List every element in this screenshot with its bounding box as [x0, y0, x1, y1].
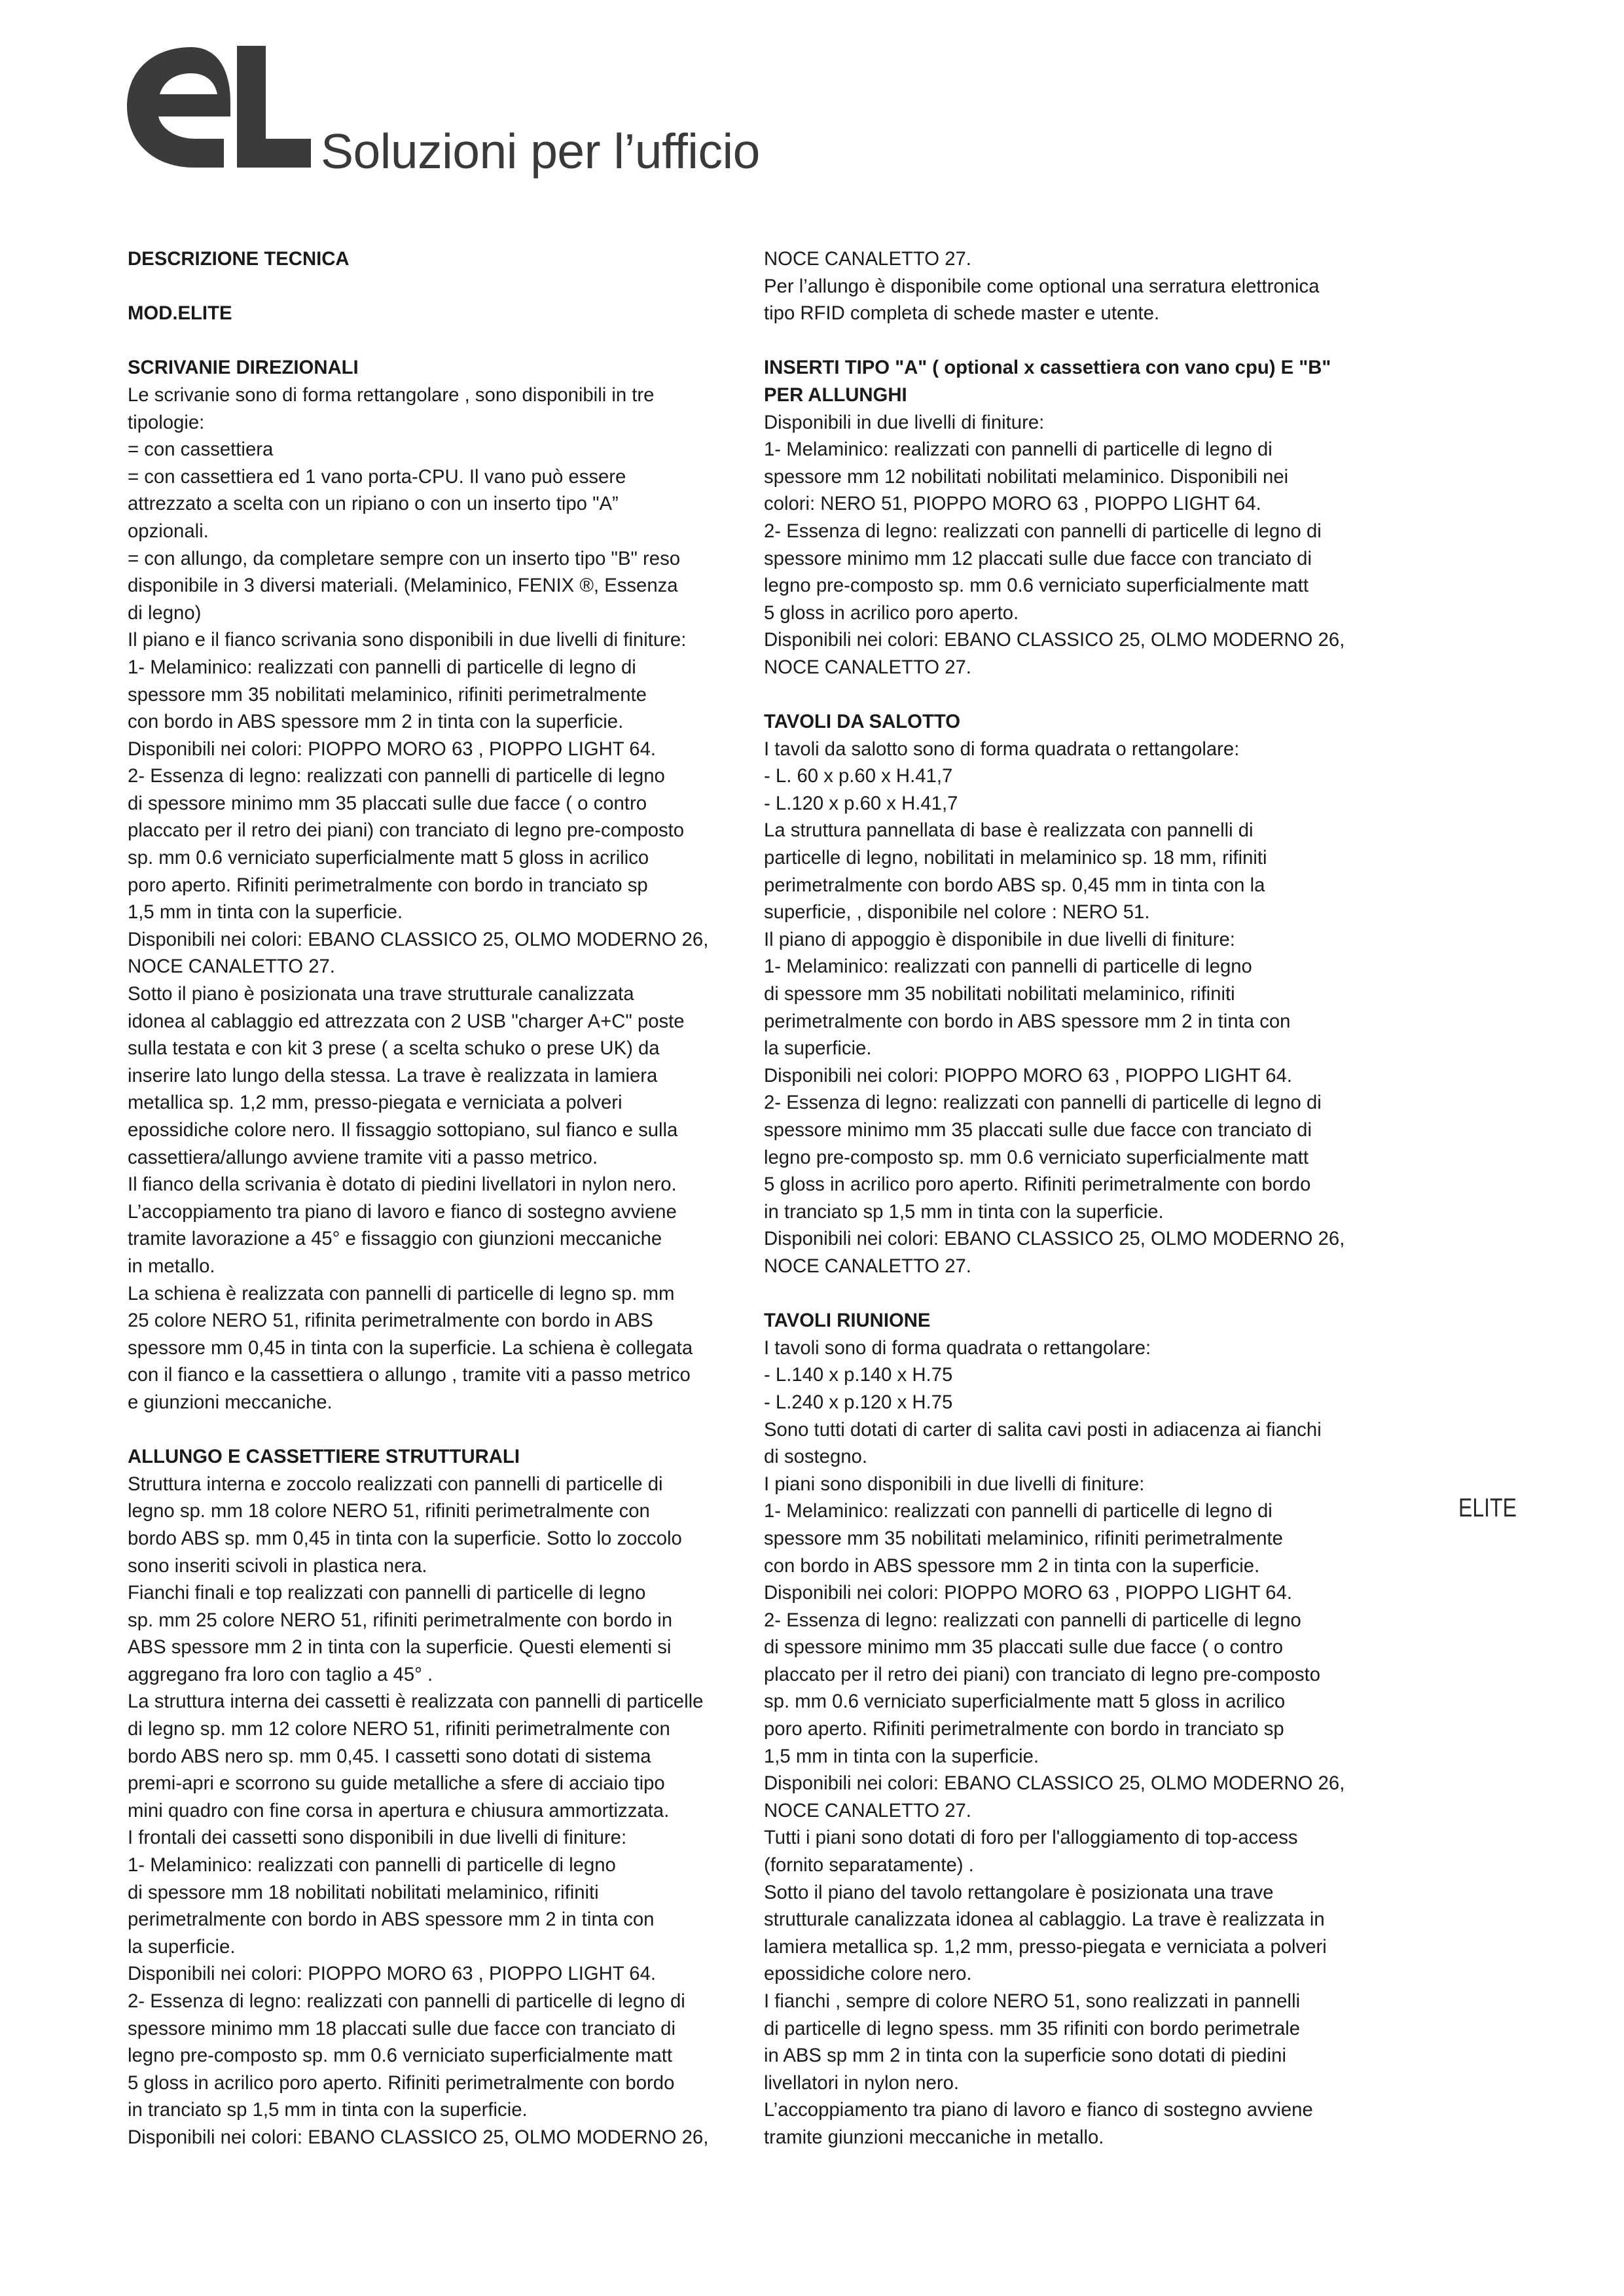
spacer [128, 327, 736, 355]
text-line: = con cassettiera ed 1 vano porta-CPU. Il vano può essere [128, 465, 626, 488]
spacer [128, 1416, 736, 1444]
text-line: spessore mm 12 nobilitati nobilitati melaminico. Disponibili nei [764, 465, 1289, 488]
text-line: in metallo. [128, 1255, 215, 1277]
text-line: legno pre-composto sp. mm 0.6 verniciato superficialmente matt [764, 575, 1309, 597]
text-line: = con cassettiera [128, 439, 274, 461]
text-line: 1,5 mm in tinta con la superficie. [764, 1745, 1039, 1767]
text-line: NOCE CANALETTO 27. [128, 956, 335, 978]
text-line: La struttura interna dei cassetti è realizzata con pannelli di particelle [128, 1691, 704, 1713]
text-line: I fianchi , sempre di colore NERO 51, sono realizzati in pannelli [764, 1990, 1301, 2012]
text-line: di spessore minimo mm 35 placcati sulle due facce ( o contro [128, 792, 647, 814]
spacer [764, 1280, 1373, 1308]
text-line: aggregano fra loro con taglio a 45° . [128, 1663, 433, 1685]
text-line: Disponibili nei colori: EBANO CLASSICO 25, OLMO MODERNO 26, [764, 1228, 1345, 1250]
text-line: con bordo in ABS spessore mm 2 in tinta con la superficie. [764, 1554, 1260, 1577]
text-line: la superficie. [764, 1037, 872, 1060]
text-block [128, 382, 736, 1416]
text-line: I tavoli sono di forma quadrata o rettangolare: [764, 1336, 1151, 1359]
text-line: Tutti i piani sono dotati di foro per l'alloggiamento di top-access [764, 1827, 1298, 1849]
text-line: di sostegno. [764, 1446, 867, 1468]
text-line: Disponibili in due livelli di finiture: [764, 411, 1045, 433]
section-heading: SCRIVANIE DIREZIONALI [128, 357, 359, 379]
text-line: sp. mm 0.6 verniciato superficialmente matt 5 gloss in acrilico [128, 847, 649, 869]
text-line: NOCE CANALETTO 27. [764, 248, 971, 270]
text-line: tipo RFID completa di schede master e utente. [764, 302, 1160, 325]
text-line: Il piano di appoggio è disponibile in due livelli di finiture: [764, 928, 1235, 950]
text-line: disponibile in 3 diversi materiali. (Melaminico, FENIX ®, Essenza [128, 575, 678, 597]
text-line: Disponibili nei colori: PIOPPO MORO 63 , PIOPPO LIGHT 64. [128, 1963, 657, 1985]
text-line: di spessore mm 18 nobilitati nobilitati melaminico, rifiniti [128, 1881, 599, 1903]
text-line: NOCE CANALETTO 27. [764, 1255, 971, 1277]
text-line: bordo ABS nero sp. mm 0,45. I cassetti sono dotati di sistema [128, 1745, 651, 1767]
text-line: Disponibili nei colori: PIOPPO MORO 63 , PIOPPO LIGHT 64. [764, 1064, 1293, 1086]
text-line: tramite giunzioni meccaniche in metallo. [764, 2126, 1104, 2148]
spacer [128, 273, 736, 300]
text-line: poro aperto. Rifiniti perimetralmente con bordo in tranciato sp [128, 874, 648, 896]
text-line: I tavoli da salotto sono di forma quadrata o rettangolare: [764, 738, 1240, 760]
text-line: 1- Melaminico: realizzati con pannelli di particelle di legno di [764, 439, 1272, 461]
text-line: Il piano e il fianco scrivania sono disponibili in due livelli di finiture: [128, 629, 687, 651]
text-line: strutturale canalizzata idonea al cablaggio. La trave è realizzata in [764, 1909, 1325, 1931]
text-line: premi-apri e scorrono su guide metalliche a sfere di acciaio tipo [128, 1772, 665, 1795]
text-line: NOCE CANALETTO 27. [764, 1799, 971, 1821]
text-line: opzionali. [128, 520, 209, 542]
text-line: di spessore minimo mm 35 placcati sulle due facce ( o contro [764, 1636, 1283, 1659]
text-line: perimetralmente con bordo ABS sp. 0,45 mm in tinta con la [764, 874, 1265, 896]
text-line: livellatori in nylon nero. [764, 2072, 960, 2094]
text-line: poro aperto. Rifiniti perimetralmente con bordo in tranciato sp [764, 1718, 1284, 1740]
text-line: Il fianco della scrivania è dotato di piedini livellatori in nylon nero. [128, 1174, 677, 1196]
text-line: Sotto il piano è posizionata una trave strutturale canalizzata [128, 983, 634, 1005]
text-line: Disponibili nei colori: EBANO CLASSICO 25, OLMO MODERNO 26, [764, 1772, 1345, 1795]
text-line: sono inseriti scivoli in plastica nera. [128, 1554, 427, 1577]
text-line: 2- Essenza di legno: realizzati con pannelli di particelle di legno [764, 1609, 1301, 1631]
text-line: Disponibili nei colori: EBANO CLASSICO 25, OLMO MODERNO 26, [128, 928, 709, 950]
text-line: legno pre-composto sp. mm 0.6 verniciato superficialmente matt [128, 2045, 673, 2067]
text-line: idonea al cablaggio ed attrezzata con 2 USB "charger A+C" poste [128, 1010, 685, 1032]
text-line: La schiena è realizzata con pannelli di particelle di legno sp. mm [128, 1282, 675, 1304]
section-heading: TAVOLI RIUNIONE [764, 1310, 931, 1332]
text-line: - L.140 x p.140 x H.75 [764, 1364, 953, 1386]
text-line: sulla testata e con kit 3 prese ( a scelta schuko o prese UK) da [128, 1037, 660, 1060]
text-line: in tranciato sp 1,5 mm in tinta con la superficie. [764, 1200, 1164, 1223]
text-line: di spessore mm 35 nobilitati nobilitati melaminico, rifiniti [764, 983, 1235, 1005]
text-line: perimetralmente con bordo in ABS spessore mm 2 in tinta con [128, 1909, 655, 1931]
text-line: L’accoppiamento tra piano di lavoro e fianco di sostegno avviene [128, 1200, 677, 1223]
text-line: 2- Essenza di legno: realizzati con pannelli di particelle di legno [128, 765, 665, 787]
text-line: placcato per il retro dei piani) con tranciato di legno pre-composto [764, 1663, 1321, 1685]
text-line: 1,5 mm in tinta con la superficie. [128, 901, 403, 924]
text-line: Disponibili nei colori: EBANO CLASSICO 25, OLMO MODERNO 26, [764, 629, 1345, 651]
text-line: inserire lato lungo della stessa. La trave è realizzata in lamiera [128, 1064, 658, 1086]
text-line: 2- Essenza di legno: realizzati con pannelli di particelle di legno di [764, 1092, 1322, 1114]
text-line: Disponibili nei colori: EBANO CLASSICO 25, OLMO MODERNO 26, [128, 2126, 709, 2148]
text-line: Fianchi finali e top realizzati con pannelli di particelle di legno [128, 1582, 646, 1604]
right-column [764, 245, 1373, 2151]
section-heading: DESCRIZIONE TECNICA [128, 248, 350, 270]
text-line: spessore minimo mm 35 placcati sulle due facce con tranciato di [764, 1119, 1312, 1141]
text-line: colori: NERO 51, PIOPPO MORO 63 , PIOPPO LIGHT 64. [764, 493, 1261, 515]
text-line: legno sp. mm 18 colore NERO 51, rifiniti perimetralmente con [128, 1500, 650, 1522]
text-line: spessore minimo mm 12 placcati sulle due facce con tranciato di [764, 547, 1312, 569]
text-line: mini quadro con fine corsa in apertura e chiusura ammortizzata. [128, 1799, 670, 1821]
text-line: - L. 60 x p.60 x H.41,7 [764, 765, 953, 787]
text-line: Struttura interna e zoccolo realizzati con pannelli di particelle di [128, 1473, 663, 1495]
text-line: sp. mm 25 colore NERO 51, rifiniti perimetralmente con bordo in [128, 1609, 673, 1631]
text-line: e giunzioni meccaniche. [128, 1391, 333, 1413]
side-label: ELITE [1458, 1494, 1517, 1522]
spacer [764, 327, 1373, 355]
text-line: spessore mm 35 nobilitati melaminico, rifiniti perimetralmente [764, 1527, 1283, 1549]
text-line: 1- Melaminico: realizzati con pannelli di particelle di legno di [764, 1500, 1272, 1522]
text-line: ABS spessore mm 2 in tinta con la superficie. Questi elementi si [128, 1636, 672, 1659]
text-line: tipologie: [128, 411, 205, 433]
text-line: 2- Essenza di legno: realizzati con pannelli di particelle di legno di [764, 520, 1322, 542]
text-line: I frontali dei cassetti sono disponibili in due livelli di finiture: [128, 1827, 627, 1849]
text-line: I piani sono disponibili in due livelli di finiture: [764, 1473, 1145, 1495]
text-line: 25 colore NERO 51, rifinita perimetralmente con bordo in ABS [128, 1310, 653, 1332]
section-heading: INSERTI TIPO "A" ( optional x cassettiera con vano cpu) E "B" [764, 357, 1331, 379]
text-line: L’accoppiamento tra piano di lavoro e fianco di sostegno avviene [764, 2099, 1313, 2121]
text-line: superficie, , disponibile nel colore : NERO 51. [764, 901, 1150, 924]
section-heading: PER ALLUNGHI [764, 384, 907, 406]
text-line: 5 gloss in acrilico poro aperto. Rifiniti perimetralmente con bordo [764, 1174, 1311, 1196]
text-line: Sono tutti dotati di carter di salita cavi posti in adiacenza ai fianchi [764, 1418, 1322, 1441]
text-line: Per l’allungo è disponibile come optional una serratura elettronica [764, 275, 1320, 297]
text-line: spessore minimo mm 18 placcati sulle due facce con tranciato di [128, 2017, 676, 2039]
text-line: perimetralmente con bordo in ABS spessore mm 2 in tinta con [764, 1010, 1291, 1032]
brand-subtitle: Soluzioni per l’ufficio [321, 124, 760, 179]
text-line: - L.240 x p.120 x H.75 [764, 1391, 953, 1413]
section-heading: TAVOLI DA SALOTTO [764, 711, 961, 733]
text-block [764, 245, 1373, 327]
spacer [764, 681, 1373, 709]
text-line: attrezzato a scelta con un ripiano o con un inserto tipo "A” [128, 493, 619, 515]
text-line: Sotto il piano del tavolo rettangolare è posizionata una trave [764, 1881, 1274, 1903]
text-line: bordo ABS sp. mm 0,45 in tinta con la superficie. Sotto lo zoccolo [128, 1527, 682, 1549]
text-line: di legno sp. mm 12 colore NERO 51, rifiniti perimetralmente con [128, 1718, 670, 1740]
text-line: in ABS sp mm 2 in tinta con la superficie sono dotati di piedini [764, 2045, 1286, 2067]
text-block [764, 736, 1373, 1280]
text-line: legno pre-composto sp. mm 0.6 verniciato superficialmente matt [764, 1146, 1309, 1168]
text-line: di legno) [128, 601, 202, 624]
el-logo-icon [126, 43, 312, 174]
text-line: = con allungo, da completare sempre con un inserto tipo "B" reso [128, 547, 681, 569]
text-line: epossidiche colore nero. Il fissaggio sottopiano, sul fianco e sulla [128, 1119, 678, 1141]
text-line: Le scrivanie sono di forma rettangolare , sono disponibili in tre [128, 384, 655, 406]
text-line: 1- Melaminico: realizzati con pannelli di particelle di legno [764, 956, 1252, 978]
text-block [764, 409, 1373, 681]
text-line: spessore mm 35 nobilitati melaminico, rifiniti perimetralmente [128, 683, 647, 706]
text-line: Disponibili nei colori: PIOPPO MORO 63 , PIOPPO LIGHT 64. [128, 738, 657, 760]
text-line: epossidiche colore nero. [764, 1963, 972, 1985]
text-line: 1- Melaminico: realizzati con pannelli di particelle di legno di [128, 656, 636, 678]
text-line: lamiera metallica sp. 1,2 mm, presso-piegata e verniciata a polveri [764, 1935, 1327, 1958]
text-line: metallica sp. 1,2 mm, presso-piegata e verniciata a polveri [128, 1092, 623, 1114]
text-line: (fornito separatamente) . [764, 1854, 974, 1876]
text-line: tramite lavorazione a 45° e fissaggio con giunzioni meccaniche [128, 1228, 662, 1250]
section-heading: ALLUNGO E CASSETTIERE STRUTTURALI [128, 1446, 520, 1468]
text-line: spessore mm 0,45 in tinta con la superficie. La schiena è collegata [128, 1336, 693, 1359]
section-heading: MOD.ELITE [128, 302, 232, 325]
brand-logo [126, 43, 312, 177]
text-line: con il fianco e la cassettiera o allungo , tramite viti a passo metrico [128, 1364, 691, 1386]
text-line: Disponibili nei colori: PIOPPO MORO 63 , PIOPPO LIGHT 64. [764, 1582, 1293, 1604]
text-line: 2- Essenza di legno: realizzati con pannelli di particelle di legno di [128, 1990, 685, 2012]
text-line: La struttura pannellata di base è realizzata con pannelli di [764, 819, 1254, 842]
text-line: con bordo in ABS spessore mm 2 in tinta con la superficie. [128, 711, 624, 733]
left-column [128, 245, 736, 2151]
text-line: placcato per il retro dei piani) con tranciato di legno pre-composto [128, 819, 685, 842]
text-block [764, 1335, 1373, 2151]
text-line: 5 gloss in acrilico poro aperto. Rifiniti perimetralmente con bordo [128, 2072, 675, 2094]
text-line: particelle di legno, nobilitati in melaminico sp. 18 mm, rifiniti [764, 847, 1267, 869]
text-line: cassettiera/allungo avviene tramite viti a passo metrico. [128, 1146, 598, 1168]
text-line: la superficie. [128, 1935, 236, 1958]
text-line: 1- Melaminico: realizzati con pannelli di particelle di legno [128, 1854, 616, 1876]
text-line: di particelle di legno spess. mm 35 rifiniti con bordo perimetrale [764, 2017, 1301, 2039]
text-line: NOCE CANALETTO 27. [764, 656, 971, 678]
text-line: in tranciato sp 1,5 mm in tinta con la superficie. [128, 2099, 528, 2121]
text-block [128, 1471, 736, 2151]
text-line: - L.120 x p.60 x H.41,7 [764, 792, 958, 814]
text-line: sp. mm 0.6 verniciato superficialmente matt 5 gloss in acrilico [764, 1691, 1286, 1713]
text-line: 5 gloss in acrilico poro aperto. [764, 601, 1019, 624]
